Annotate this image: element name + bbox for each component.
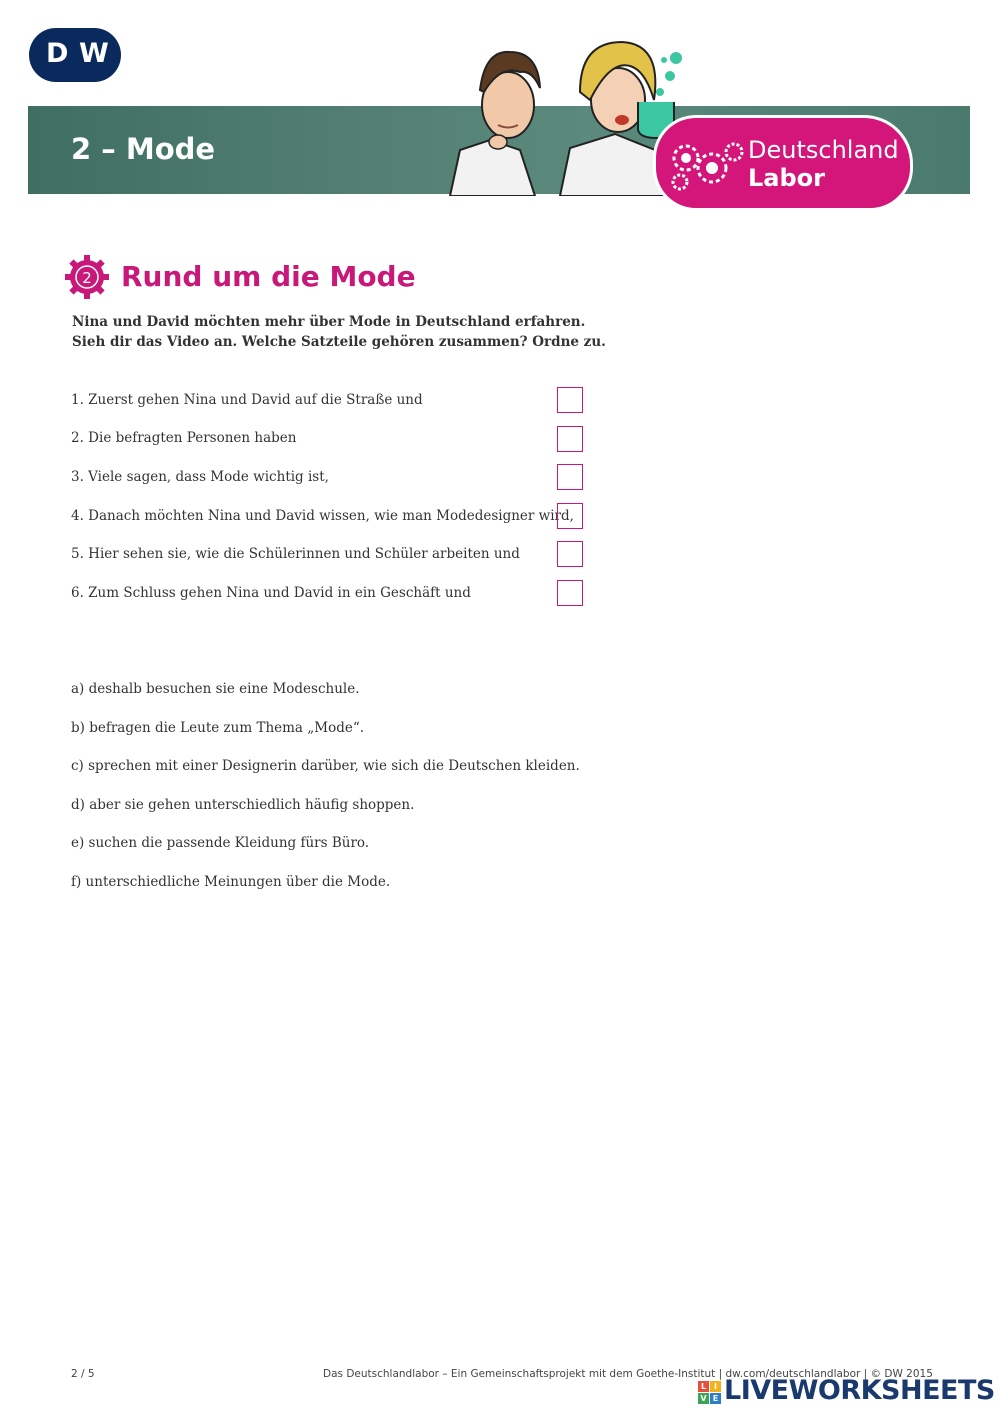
sentence-ending-b: b) befragen die Leute zum Thema „Mode“. [71,720,365,736]
live-letter-l: L [698,1381,709,1392]
instruction-line-2: Sieh dir das Video an. Welche Satzteile gehören zusammen? Ordne zu. [72,334,606,350]
badge-line2: Labor [748,164,825,192]
answer-box-1[interactable] [557,387,583,413]
sentence-start-3: 3. Viele sagen, dass Mode wichtig ist, [71,469,329,485]
section-number: 2 [82,269,92,287]
section-number-gear-icon [64,254,110,300]
instruction-line-1: Nina und David möchten mehr über Mode in Deutschland erfahren. [72,314,586,330]
live-letter-v: V [698,1393,709,1404]
page-title: 2 – Mode [71,132,216,166]
badge-line1: Deutschland [748,136,899,164]
dw-logo-d: D [46,38,69,69]
sentence-start-6: 6. Zum Schluss gehen Nina und David in ein Geschäft und [71,585,471,601]
section-title: Rund um die Mode [121,260,416,293]
sentence-start-2: 2. Die befragten Personen haben [71,430,297,446]
live-letter-i: I [710,1381,721,1392]
answer-box-6[interactable] [557,580,583,606]
live-letter-e: E [710,1393,721,1404]
liveworksheets-watermark: LIVEWORKSHEETS [724,1375,995,1406]
answer-box-2[interactable] [557,426,583,452]
sentence-ending-e: e) suchen die passende Kleidung fürs Büro. [71,835,370,851]
dw-logo [29,28,121,82]
sentence-start-1: 1. Zuerst gehen Nina und David auf die Straße und [71,392,423,408]
answer-box-3[interactable] [557,464,583,490]
footer-credit: Das Deutschlandlabor – Ein Gemeinschaftsprojekt mit dem Goethe-Institut | dw.com/deutschlandlabor | © DW 2015 [323,1368,933,1380]
footer-page-number: 2 / 5 [71,1368,95,1380]
sentence-ending-d: d) aber sie gehen unterschiedlich häufig shoppen. [71,797,415,813]
dw-logo-w: W [79,38,109,69]
sentence-start-5: 5. Hier sehen sie, wie die Schülerinnen und Schüler arbeiten und [71,546,520,562]
deutschland-labor-badge [656,118,910,208]
liveworksheets-live-icon [698,1381,722,1405]
answer-box-4[interactable] [557,503,583,529]
sentence-start-4: 4. Danach möchten Nina und David wissen, wie man Modedesigner wird, [71,508,574,524]
gears-icon [666,138,744,194]
sentence-ending-a: a) deshalb besuchen sie eine Modeschule. [71,681,360,697]
sentence-ending-c: c) sprechen mit einer Designerin darüber, wie sich die Deutschen kleiden. [71,758,580,774]
answer-box-5[interactable] [557,541,583,567]
sentence-ending-f: f) unterschiedliche Meinungen über die Mode. [71,874,391,890]
